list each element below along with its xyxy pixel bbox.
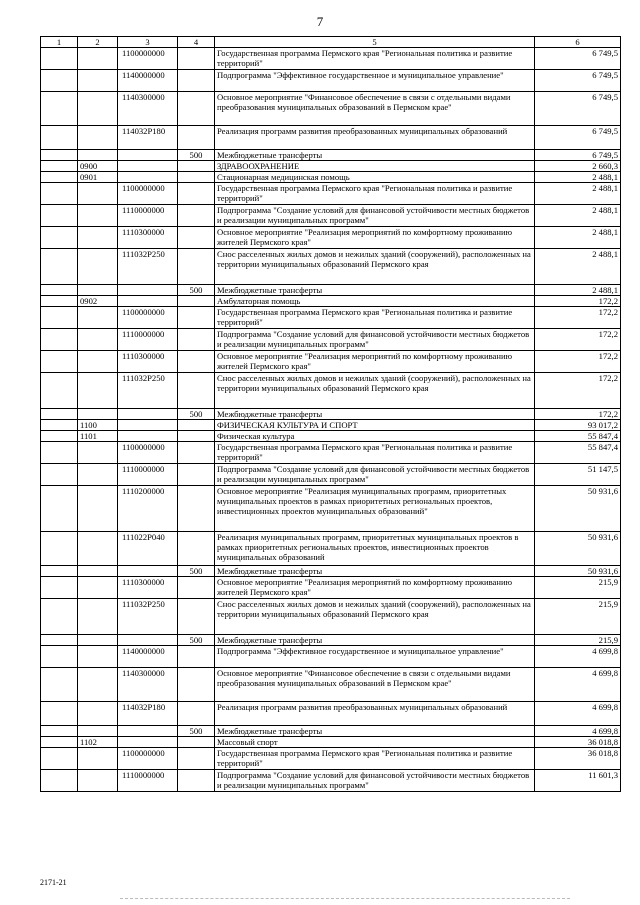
cell-c1 (41, 486, 78, 532)
cell-c5: Амбулаторная помощь (215, 296, 535, 307)
cell-c4 (178, 307, 215, 329)
cell-c3 (118, 172, 178, 183)
cell-c3: 114032P180 (118, 126, 178, 150)
cell-c4 (178, 464, 215, 486)
cell-c5: Межбюджетные трансферты (215, 635, 535, 646)
cell-c2: 0901 (78, 172, 118, 183)
cell-c6: 93 017,2 (535, 420, 621, 431)
cell-c5: Физическая культура (215, 431, 535, 442)
cell-c2 (78, 635, 118, 646)
table-row (41, 431, 621, 442)
cell-c1 (41, 373, 78, 409)
cell-c6: 4 699,8 (535, 668, 621, 702)
cell-c1 (41, 205, 78, 227)
table-row (41, 702, 621, 726)
cell-c3: 1140300000 (118, 668, 178, 702)
cell-c4 (178, 126, 215, 150)
cell-c5: Снос расселенных жилых домов и нежилых зданий (сооружений), расположенных на территории муниципальных образований Пермского края (215, 249, 535, 285)
cell-c5: Основное мероприятие "Реализация мероприятий по комфортному проживанию жителей Пермского края" (215, 227, 535, 249)
cell-c2 (78, 183, 118, 205)
cell-c2 (78, 92, 118, 126)
cell-c4 (178, 249, 215, 285)
cell-c2 (78, 726, 118, 737)
cell-c3 (118, 409, 178, 420)
cell-c5: ФИЗИЧЕСКАЯ КУЛЬТУРА И СПОРТ (215, 420, 535, 431)
table-row (41, 285, 621, 296)
cell-c5: Подпрограмма "Создание условий для финансовой устойчивости местных бюджетов и реализации муниципальных программ" (215, 205, 535, 227)
cell-c6: 50 931,6 (535, 532, 621, 566)
cell-c5: Межбюджетные трансферты (215, 409, 535, 420)
cell-c3 (118, 635, 178, 646)
cell-c5: Государственная программа Пермского края "Региональная политика и развитие территорий" (215, 748, 535, 770)
cell-c6: 215,9 (535, 599, 621, 635)
table-row (41, 748, 621, 770)
cell-c2 (78, 442, 118, 464)
table-row (41, 161, 621, 172)
cell-c4 (178, 486, 215, 532)
cell-c1 (41, 92, 78, 126)
cell-c3: 1140000000 (118, 70, 178, 92)
cell-c1 (41, 329, 78, 351)
cell-c3 (118, 431, 178, 442)
cell-c4 (178, 296, 215, 307)
cell-c4 (178, 431, 215, 442)
cell-c4 (178, 599, 215, 635)
cell-c1 (41, 668, 78, 702)
table-row (41, 577, 621, 599)
cell-c1 (41, 532, 78, 566)
cell-c3: 1110000000 (118, 205, 178, 227)
cell-c4 (178, 668, 215, 702)
cell-c1 (41, 409, 78, 420)
cell-c6: 172,2 (535, 296, 621, 307)
table-row (41, 92, 621, 126)
cell-c4: 500 (178, 150, 215, 161)
cell-c4 (178, 702, 215, 726)
cell-c5: Основное мероприятие "Финансовое обеспечение в связи с отдельными видами преобразования муниципальных образований в Пермском крае" (215, 668, 535, 702)
cell-c2 (78, 205, 118, 227)
cell-c4 (178, 183, 215, 205)
table-row (41, 420, 621, 431)
table-row (41, 307, 621, 329)
cell-c1 (41, 646, 78, 668)
cell-c5: Межбюджетные трансферты (215, 566, 535, 577)
document-code: 2171-21 (40, 878, 67, 887)
cell-c3: 1140000000 (118, 646, 178, 668)
cell-c4 (178, 770, 215, 792)
cell-c3: 111032P250 (118, 599, 178, 635)
cell-c2: 0900 (78, 161, 118, 172)
table-row (41, 227, 621, 249)
cell-c1 (41, 737, 78, 748)
cell-c2 (78, 748, 118, 770)
cell-c6: 172,2 (535, 373, 621, 409)
col-header-2: 2 (78, 37, 118, 48)
cell-c3: 1110000000 (118, 464, 178, 486)
col-header-3: 3 (118, 37, 178, 48)
cell-c6: 55 847,4 (535, 442, 621, 464)
table-row (41, 329, 621, 351)
cell-c5: Межбюджетные трансферты (215, 285, 535, 296)
table-row (41, 183, 621, 205)
table-row (41, 770, 621, 792)
cell-c6: 4 699,8 (535, 702, 621, 726)
cell-c5: Подпрограмма "Создание условий для финансовой устойчивости местных бюджетов и реализации муниципальных программ" (215, 770, 535, 792)
cell-c1 (41, 70, 78, 92)
cell-c6: 36 018,8 (535, 748, 621, 770)
cell-c6: 2 488,1 (535, 183, 621, 205)
cell-c5: Государственная программа Пермского края "Региональная политика и развитие территорий" (215, 183, 535, 205)
cell-c3: 114032P180 (118, 702, 178, 726)
cell-c5: Стационарная медицинская помощь (215, 172, 535, 183)
cell-c1 (41, 126, 78, 150)
cell-c4 (178, 329, 215, 351)
cell-c5: Подпрограмма "Эффективное государственное и муниципальное управление" (215, 70, 535, 92)
cell-c4 (178, 532, 215, 566)
cell-c3: 111032P250 (118, 249, 178, 285)
cell-c4 (178, 205, 215, 227)
page-number: 7 (316, 14, 324, 29)
cell-c3: 1140300000 (118, 92, 178, 126)
cell-c5: Реализация программ развития преобразованных муниципальных образований (215, 126, 535, 150)
cell-c3 (118, 296, 178, 307)
cell-c5: ЗДРАВООХРАНЕНИЕ (215, 161, 535, 172)
table-row (41, 409, 621, 420)
cell-c2 (78, 48, 118, 70)
cell-c6: 36 018,8 (535, 737, 621, 748)
cell-c6: 6 749,5 (535, 126, 621, 150)
col-header-5: 5 (215, 37, 535, 48)
cell-c4: 500 (178, 566, 215, 577)
cell-c6: 2 488,1 (535, 227, 621, 249)
cell-c3: 1100000000 (118, 748, 178, 770)
cell-c2: 0902 (78, 296, 118, 307)
cell-c1 (41, 748, 78, 770)
cell-c2 (78, 599, 118, 635)
cell-c3: 111032P250 (118, 373, 178, 409)
cell-c3 (118, 420, 178, 431)
cell-c6: 4 699,8 (535, 646, 621, 668)
cell-c2: 1101 (78, 431, 118, 442)
cell-c1 (41, 307, 78, 329)
cell-c5: Государственная программа Пермского края "Региональная политика и развитие территорий" (215, 307, 535, 329)
cell-c5: Основное мероприятие "Реализация муниципальных программ, приоритетных муниципальных проектов в рамках приоритетных региональных проектов, инвестиционных проектов муниципальных образований" (215, 486, 535, 532)
cell-c1 (41, 442, 78, 464)
cell-c1 (41, 161, 78, 172)
cell-c4 (178, 420, 215, 431)
cell-c1 (41, 285, 78, 296)
cell-c6: 172,2 (535, 329, 621, 351)
cell-c6: 4 699,8 (535, 726, 621, 737)
table-row (41, 464, 621, 486)
cell-c2 (78, 126, 118, 150)
table-row (41, 532, 621, 566)
cell-c1 (41, 172, 78, 183)
cell-c5: Подпрограмма "Эффективное государственное и муниципальное управление" (215, 646, 535, 668)
cell-c6: 172,2 (535, 409, 621, 420)
cell-c3: 1100000000 (118, 48, 178, 70)
cell-c4 (178, 577, 215, 599)
cell-c5: Основное мероприятие "Финансовое обеспечение в связи с отдельными видами преобразования муниципальных образований в Пермском крае" (215, 92, 535, 126)
cell-c3 (118, 726, 178, 737)
cell-c4 (178, 161, 215, 172)
cell-c2 (78, 307, 118, 329)
col-header-4: 4 (178, 37, 215, 48)
cell-c2 (78, 150, 118, 161)
table-row (41, 150, 621, 161)
cell-c6: 55 847,4 (535, 431, 621, 442)
cell-c2 (78, 577, 118, 599)
cell-c1 (41, 420, 78, 431)
cell-c1 (41, 726, 78, 737)
cell-c1 (41, 296, 78, 307)
table-row (41, 635, 621, 646)
cell-c3 (118, 285, 178, 296)
cell-c1 (41, 702, 78, 726)
table-row (41, 737, 621, 748)
cell-c1 (41, 227, 78, 249)
table-row (41, 48, 621, 70)
cell-c6: 50 931,6 (535, 486, 621, 532)
cell-c5: Подпрограмма "Создание условий для финансовой устойчивости местных бюджетов и реализации муниципальных программ" (215, 464, 535, 486)
cell-c5: Межбюджетные трансферты (215, 150, 535, 161)
cell-c3: 1100000000 (118, 307, 178, 329)
cell-c4 (178, 351, 215, 373)
table-row (41, 70, 621, 92)
cell-c3 (118, 737, 178, 748)
table-row (41, 486, 621, 532)
cell-c4 (178, 737, 215, 748)
cell-c2 (78, 668, 118, 702)
cell-c1 (41, 249, 78, 285)
cell-c3: 1110200000 (118, 486, 178, 532)
cell-c2 (78, 329, 118, 351)
table-row (41, 249, 621, 285)
cell-c3: 1110300000 (118, 577, 178, 599)
cell-c4 (178, 70, 215, 92)
cell-c6: 2 660,3 (535, 161, 621, 172)
cell-c3: 1110000000 (118, 329, 178, 351)
cell-c4 (178, 442, 215, 464)
cell-c1 (41, 566, 78, 577)
cell-c1 (41, 150, 78, 161)
cell-c6: 6 749,5 (535, 48, 621, 70)
cell-c5: Снос расселенных жилых домов и нежилых зданий (сооружений), расположенных на территории муниципальных образований Пермского края (215, 373, 535, 409)
cell-c6: 50 931,6 (535, 566, 621, 577)
table-row (41, 668, 621, 702)
cell-c1 (41, 577, 78, 599)
cell-c2 (78, 351, 118, 373)
cell-c3 (118, 150, 178, 161)
scan-edge-line (120, 898, 570, 899)
cell-c6: 215,9 (535, 577, 621, 599)
cell-c5: Реализация муниципальных программ, приоритетных муниципальных проектов в рамках приоритетных региональных проектов, инвестиционных проектов муниципальных образований (215, 532, 535, 566)
cell-c1 (41, 464, 78, 486)
cell-c5: Основное мероприятие "Реализация мероприятий по комфортному проживанию жителей Пермского края" (215, 351, 535, 373)
cell-c6: 6 749,5 (535, 150, 621, 161)
cell-c1 (41, 183, 78, 205)
table-row (41, 599, 621, 635)
cell-c4 (178, 646, 215, 668)
cell-c5: Основное мероприятие "Реализация мероприятий по комфортному проживанию жителей Пермского края" (215, 577, 535, 599)
cell-c3 (118, 161, 178, 172)
cell-c5: Массовый спорт (215, 737, 535, 748)
cell-c3: 1110300000 (118, 351, 178, 373)
cell-c2 (78, 227, 118, 249)
cell-c4 (178, 92, 215, 126)
cell-c4: 500 (178, 635, 215, 646)
cell-c2 (78, 770, 118, 792)
cell-c2: 1102 (78, 737, 118, 748)
cell-c6: 2 488,1 (535, 172, 621, 183)
cell-c1 (41, 351, 78, 373)
cell-c1 (41, 48, 78, 70)
cell-c2 (78, 285, 118, 296)
cell-c2 (78, 486, 118, 532)
cell-c5: Межбюджетные трансферты (215, 726, 535, 737)
cell-c6: 2 488,1 (535, 285, 621, 296)
cell-c4 (178, 48, 215, 70)
cell-c4 (178, 748, 215, 770)
cell-c5: Государственная программа Пермского края "Региональная политика и развитие территорий" (215, 442, 535, 464)
cell-c1 (41, 599, 78, 635)
cell-c2 (78, 464, 118, 486)
cell-c1 (41, 431, 78, 442)
table-row (41, 566, 621, 577)
cell-c6: 6 749,5 (535, 70, 621, 92)
table-row (41, 726, 621, 737)
table-row (41, 351, 621, 373)
cell-c3: 1100000000 (118, 442, 178, 464)
table-row (41, 172, 621, 183)
cell-c2 (78, 70, 118, 92)
cell-c6: 51 147,5 (535, 464, 621, 486)
cell-c3: 1100000000 (118, 183, 178, 205)
table-row (41, 442, 621, 464)
cell-c4: 500 (178, 409, 215, 420)
cell-c3: 1110300000 (118, 227, 178, 249)
table-row (41, 296, 621, 307)
table-row (41, 126, 621, 150)
cell-c2 (78, 249, 118, 285)
cell-c2 (78, 409, 118, 420)
cell-c5: Государственная программа Пермского края "Региональная политика и развитие территорий" (215, 48, 535, 70)
cell-c2 (78, 532, 118, 566)
cell-c2 (78, 373, 118, 409)
cell-c5: Снос расселенных жилых домов и нежилых зданий (сооружений), расположенных на территории муниципальных образований Пермского края (215, 599, 535, 635)
cell-c2 (78, 566, 118, 577)
cell-c4 (178, 172, 215, 183)
cell-c4: 500 (178, 285, 215, 296)
col-header-1: 1 (41, 37, 78, 48)
col-header-6: 6 (535, 37, 621, 48)
cell-c6: 215,9 (535, 635, 621, 646)
cell-c2 (78, 646, 118, 668)
cell-c6: 2 488,1 (535, 205, 621, 227)
cell-c4 (178, 227, 215, 249)
cell-c3: 111022P040 (118, 532, 178, 566)
cell-c6: 6 749,5 (535, 92, 621, 126)
cell-c6: 172,2 (535, 307, 621, 329)
table-row (41, 646, 621, 668)
budget-table (40, 36, 621, 792)
table-row (41, 373, 621, 409)
table-row (41, 205, 621, 227)
cell-c5: Подпрограмма "Создание условий для финансовой устойчивости местных бюджетов и реализации муниципальных программ" (215, 329, 535, 351)
cell-c6: 11 601,3 (535, 770, 621, 792)
cell-c2 (78, 702, 118, 726)
cell-c6: 172,2 (535, 351, 621, 373)
cell-c1 (41, 770, 78, 792)
cell-c1 (41, 635, 78, 646)
cell-c2: 1100 (78, 420, 118, 431)
cell-c6: 2 488,1 (535, 249, 621, 285)
cell-c3 (118, 566, 178, 577)
cell-c5: Реализация программ развития преобразованных муниципальных образований (215, 702, 535, 726)
cell-c4 (178, 373, 215, 409)
header-row (41, 37, 621, 48)
cell-c4: 500 (178, 726, 215, 737)
cell-c3: 1110000000 (118, 770, 178, 792)
